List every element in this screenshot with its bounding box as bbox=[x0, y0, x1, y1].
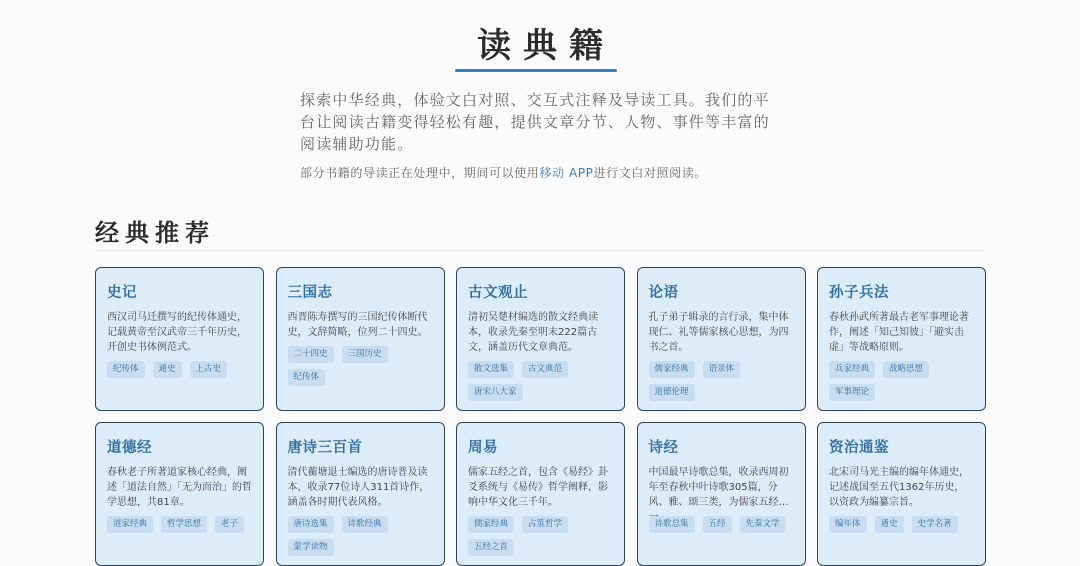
book-card[interactable] bbox=[276, 267, 445, 411]
book-tag[interactable]: 五经 bbox=[703, 516, 732, 533]
book-tags bbox=[649, 361, 794, 401]
book-tag[interactable]: 诗歌经典 bbox=[342, 516, 388, 533]
book-card[interactable] bbox=[637, 267, 806, 411]
book-tags bbox=[288, 346, 433, 386]
book-tags bbox=[468, 361, 613, 401]
book-title: 论语 bbox=[648, 285, 679, 301]
book-tag[interactable]: 二十四史 bbox=[288, 346, 334, 363]
book-title: 史记 bbox=[107, 285, 137, 301]
book-title: 道德经 bbox=[107, 440, 152, 456]
book-tag[interactable]: 儒家经典 bbox=[468, 516, 514, 533]
book-description: 北宋司马光主编的编年体通史，记述战国至五代1362年历史，以资政为编纂宗旨。 bbox=[829, 467, 969, 508]
book-tag[interactable]: 三国历史 bbox=[342, 346, 388, 363]
book-tag[interactable]: 哲学思想 bbox=[161, 516, 207, 533]
book-tag[interactable]: 老子 bbox=[215, 516, 244, 533]
book-card[interactable] bbox=[95, 422, 264, 566]
book-description: 西晋陈寿撰写的三国纪传体断代史，文辞简略，位列二十四史。 bbox=[287, 312, 428, 338]
book-tag[interactable]: 通史 bbox=[875, 516, 904, 533]
book-tag[interactable]: 唐宋八大家 bbox=[468, 384, 523, 401]
section-divider bbox=[95, 250, 985, 251]
book-title: 资治通鉴 bbox=[829, 440, 889, 456]
section-title: 经典推荐 bbox=[95, 218, 215, 247]
book-description: 孔子弟子辑录的言行录，集中体现仁、礼等儒家核心思想，为四书之首。 bbox=[648, 312, 789, 353]
book-description: 清初吴楚材编选的散文经典读本，收录先秦至明末222篇古文，涵盖历代文章典范。 bbox=[468, 312, 598, 353]
book-tag[interactable]: 蒙学读物 bbox=[288, 539, 334, 556]
book-tag[interactable]: 上古史 bbox=[190, 361, 228, 378]
book-tag[interactable]: 兵家经典 bbox=[829, 361, 875, 378]
book-title: 诗经 bbox=[648, 440, 679, 456]
book-description: 中国最早诗歌总集，收录西周初年至春秋中叶诗歌305篇，分风、雅、颂三类，为儒家五经之 bbox=[648, 467, 789, 508]
book-tags bbox=[288, 516, 433, 556]
book-grid bbox=[95, 267, 986, 566]
book-card[interactable] bbox=[456, 267, 625, 411]
book-tags bbox=[107, 361, 252, 378]
book-tags bbox=[829, 361, 974, 401]
book-tags bbox=[107, 516, 252, 533]
book-tag[interactable]: 占筮哲学 bbox=[522, 516, 568, 533]
book-tag[interactable]: 军事理论 bbox=[829, 384, 875, 401]
book-tags bbox=[829, 516, 974, 533]
book-description: 西汉司马迁撰写的纪传体通史，记载黄帝至汉武帝三千年历史，开创史书体例范式。 bbox=[107, 312, 247, 353]
book-description: 春秋孙武所著最古老军事理论著作，阐述「知己知彼」「避实击虚」等战略原则。 bbox=[829, 312, 969, 353]
book-card[interactable] bbox=[95, 267, 264, 411]
book-description: 春秋老子所著道家核心经典，阐述「道法自然」「无为而治」的哲学思想，共81章。 bbox=[107, 467, 252, 508]
book-title: 周易 bbox=[468, 440, 498, 456]
book-tag[interactable]: 五经之首 bbox=[468, 539, 514, 556]
book-card[interactable] bbox=[637, 422, 806, 566]
notice-text bbox=[300, 164, 820, 181]
book-tag[interactable]: 通史 bbox=[153, 361, 182, 378]
book-tag[interactable]: 纪传体 bbox=[288, 369, 326, 386]
book-description: 儒家五经之首，包含《易经》卦爻系统与《易传》哲学阐释，影响中华文化三千年。 bbox=[468, 467, 608, 508]
book-tag[interactable]: 古文典范 bbox=[522, 361, 568, 378]
mobile-app-link[interactable]: 移动 APP bbox=[539, 166, 594, 180]
book-description: 清代蘅塘退士编选的唐诗普及读本，收录77位诗人311首诗作，涵盖各时期代表风格。 bbox=[287, 467, 430, 508]
book-card[interactable] bbox=[817, 422, 986, 566]
book-tag[interactable]: 语录体 bbox=[703, 361, 741, 378]
book-tags bbox=[468, 516, 613, 556]
book-tag[interactable]: 纪传体 bbox=[107, 361, 145, 378]
book-card[interactable] bbox=[276, 422, 445, 566]
book-card[interactable] bbox=[817, 267, 986, 411]
book-tag[interactable]: 史学名著 bbox=[912, 516, 958, 533]
book-tag[interactable]: 散文选集 bbox=[468, 361, 514, 378]
book-tag[interactable]: 先秦文学 bbox=[740, 516, 786, 533]
book-tag[interactable]: 道家经典 bbox=[107, 516, 153, 533]
page-title: 读典籍 bbox=[477, 26, 615, 66]
title-underline bbox=[455, 69, 617, 72]
book-title: 孙子兵法 bbox=[829, 285, 889, 301]
book-tag[interactable]: 唐诗选集 bbox=[288, 516, 334, 533]
book-card[interactable] bbox=[456, 422, 625, 566]
book-title: 唐诗三百首 bbox=[287, 440, 363, 456]
book-title: 三国志 bbox=[287, 285, 333, 301]
intro-text: 探索中华经典，体验文白对照、交互式注释及导读工具。我们的平台让阅读古籍变得轻松有趣，提供文章分节、人物、事件等丰富的阅读辅助功能。 bbox=[300, 91, 770, 153]
book-tag[interactable]: 诗歌总集 bbox=[649, 516, 695, 533]
notice-prefix: 部分书籍的导读正在处理中，期间可以使用 bbox=[300, 166, 540, 180]
book-tag[interactable]: 战略思想 bbox=[883, 361, 929, 378]
book-tags bbox=[649, 516, 794, 533]
book-tag[interactable]: 儒家经典 bbox=[649, 361, 695, 378]
notice-suffix: 进行文白对照阅读。 bbox=[593, 166, 707, 180]
book-title: 古文观止 bbox=[468, 285, 528, 301]
book-tag[interactable]: 道德伦理 bbox=[649, 384, 695, 401]
book-tag[interactable]: 编年体 bbox=[829, 516, 867, 533]
